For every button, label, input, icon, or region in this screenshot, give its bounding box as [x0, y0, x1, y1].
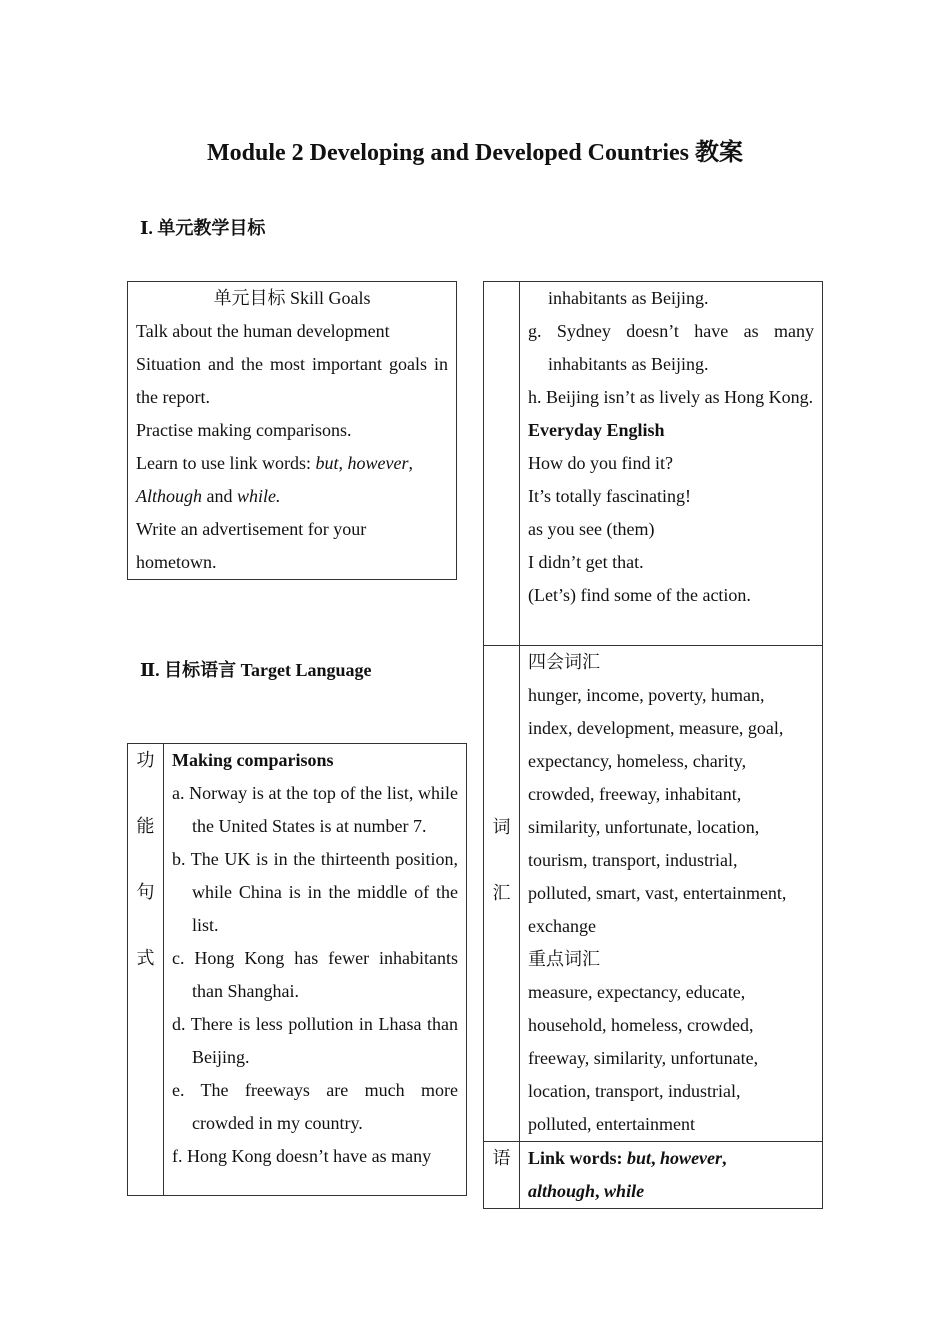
vocab-line: index, development, measure, goal,	[528, 718, 784, 738]
goal-italic-word: however	[347, 453, 409, 473]
vocab-line: crowded, freeway, inhabitant,	[528, 784, 742, 804]
goal-italic-word: but	[315, 453, 339, 473]
grammar-label-cell	[484, 1142, 520, 1209]
link-words-line-2	[528, 1175, 814, 1208]
link-word: although	[528, 1181, 596, 1201]
label-char: 汇	[492, 883, 511, 903]
page-title: Module 2 Developing and Developed Countries 教案	[206, 140, 743, 166]
link-words-prefix: Link words:	[528, 1148, 628, 1168]
function-item: h. Beijing isn’t as lively as Hong Kong.	[528, 387, 814, 407]
link-sep: ,	[722, 1148, 727, 1168]
goal-line: Practise making comparisons.	[136, 420, 352, 440]
vocab-line: similarity, unfortunate, location,	[528, 817, 760, 837]
vocab-line: polluted, entertainment	[528, 1114, 695, 1134]
right-label-cell-empty	[484, 282, 520, 646]
skill-goals-cell	[128, 282, 457, 580]
everyday-item: (Let’s) find some of the action.	[528, 585, 751, 605]
function-item: d. There is less pollution in Lhasa than Beijing.	[172, 1014, 458, 1067]
goal-line-linkwords	[136, 447, 448, 480]
everyday-item: How do you find it?	[528, 453, 673, 473]
vocab-line: household, homeless, crowded,	[528, 1015, 754, 1035]
label-char: 式	[136, 948, 155, 968]
goal-italic-word: Although	[136, 486, 202, 506]
link-sep: ,	[651, 1148, 661, 1168]
everyday-heading: Everyday English	[528, 420, 665, 440]
link-word: while	[604, 1181, 645, 1201]
function-item: c. Hong Kong has fewer inhabitants than Shanghai.	[172, 948, 458, 1001]
link-word: however	[660, 1148, 723, 1168]
function-item-cont: inhabitants as Beijing.	[548, 288, 709, 308]
everyday-item: It’s totally fascinating!	[528, 486, 691, 506]
vocab-label-cell	[484, 646, 520, 1142]
function-item: e. The freeways are much more crowded in my country.	[172, 1080, 458, 1133]
link-sep: ,	[595, 1181, 605, 1201]
vocab-line: hunger, income, poverty, human,	[528, 685, 765, 705]
goal-line: Write an advertisement for your	[136, 519, 367, 539]
vocab-line: tourism, transport, industrial,	[528, 850, 738, 870]
everyday-item: as you see (them)	[528, 519, 655, 539]
goal-text: ,	[338, 453, 348, 473]
function-item: f. Hong Kong doesn’t have as many	[172, 1146, 432, 1166]
label-char: 能	[136, 816, 155, 836]
skill-goals-table	[127, 281, 457, 580]
goal-text: ,	[408, 453, 413, 473]
function-item: a. Norway is at the top of the list, while the United States is at number 7.	[172, 783, 458, 836]
goal-line: Situation and the most important goals in	[136, 354, 448, 374]
goal-line: Talk about the human development	[136, 321, 390, 341]
grammar-cell	[520, 1142, 823, 1209]
goal-text: and	[202, 486, 237, 506]
function-item: g. Sydney doesn’t have as many inhabitants as Beijing.	[528, 321, 814, 374]
section-heading-goals: Ⅰ. 单元教学目标	[140, 218, 266, 238]
vocab-line: expectancy, homeless, charity,	[528, 751, 747, 771]
vocab-line: exchange	[528, 916, 596, 936]
link-words-line	[528, 1142, 814, 1175]
section-heading-language: Ⅱ. 目标语言 Target Language	[140, 660, 372, 680]
functions-continued-cell	[520, 282, 823, 646]
goal-text: .	[276, 486, 281, 506]
skill-goals-header: 单元目标 Skill Goals	[213, 288, 371, 308]
functions-content-cell	[164, 744, 467, 1196]
label-char: 功	[136, 750, 155, 770]
vocab-line: location, transport, industrial,	[528, 1081, 741, 1101]
link-word: but	[627, 1148, 652, 1168]
function-item: b. The UK is in the thirteenth position, while China is in the middle of the list.	[172, 849, 458, 935]
goal-text: Learn to use link words:	[136, 453, 316, 473]
goal-line: hometown.	[136, 552, 217, 572]
goal-line: the report.	[136, 387, 210, 407]
functions-heading: Making comparisons	[172, 750, 334, 770]
vocab-line: freeway, similarity, unfortunate,	[528, 1048, 759, 1068]
goal-italic-word: while	[237, 486, 276, 506]
vocab-four-heading: 四会词汇	[528, 652, 600, 672]
vocab-line: measure, expectancy, educate,	[528, 982, 746, 1002]
label-char: 句	[136, 882, 155, 902]
everyday-item: I didn’t get that.	[528, 552, 644, 572]
goal-line-linkwords-2	[136, 480, 448, 513]
vocab-line: polluted, smart, vast, entertainment,	[528, 883, 787, 903]
functions-label-cell	[128, 744, 164, 1196]
label-char: 语	[492, 1148, 511, 1168]
label-char: 词	[492, 817, 511, 837]
vocab-cell	[520, 646, 823, 1142]
right-table	[483, 281, 823, 1209]
functions-table	[127, 743, 467, 1196]
vocab-key-heading: 重点词汇	[528, 949, 600, 969]
